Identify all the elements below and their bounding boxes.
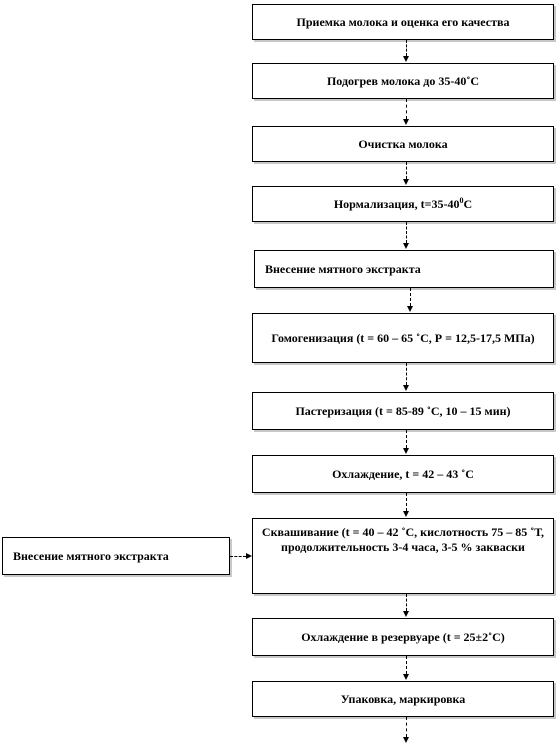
step-label: Подогрев молока до 35-40˚С — [326, 73, 480, 88]
step-heating — [252, 63, 554, 99]
step-label: Гомогенизация (t = 60 – 65 ˚С, Р = 12,5-17,5 МПа) — [271, 330, 535, 345]
connector-line — [406, 40, 407, 56]
step-normalization — [252, 186, 554, 222]
step-label: Внесение мятного экстракта — [265, 261, 421, 276]
step-label: Охлаждение в резервуаре (t = 25±2˚С) — [301, 629, 505, 644]
connector-line — [406, 430, 407, 448]
connector-line — [406, 717, 407, 737]
step-label: Приемка молока и оценка его качества — [296, 14, 510, 29]
connector-line — [406, 222, 407, 243]
connector-line — [406, 493, 407, 511]
arrow-down-icon — [403, 737, 409, 743]
connector-line — [406, 99, 407, 119]
arrow-down-icon — [403, 56, 409, 62]
arrow-down-icon — [403, 674, 409, 680]
connector-line — [406, 594, 407, 611]
step-tank-cooling — [252, 618, 554, 656]
step-packaging — [252, 681, 554, 717]
arrow-right-icon — [246, 553, 252, 559]
step-pasteurization — [252, 392, 554, 430]
arrow-down-icon — [403, 511, 409, 517]
connector-line — [406, 656, 407, 674]
arrow-down-icon — [403, 179, 409, 185]
connector-line — [410, 288, 411, 306]
step-fermentation — [252, 518, 554, 594]
step-label: Упаковка, маркировка — [340, 691, 466, 706]
step-milk-reception — [252, 4, 554, 40]
connector-line — [406, 162, 407, 179]
connector-line — [406, 363, 407, 385]
step-label: Пастеризация (t = 85-89 ˚С, 10 – 15 мин) — [295, 403, 511, 418]
step-mint-extract — [254, 250, 554, 288]
arrow-down-icon — [403, 448, 409, 454]
arrow-down-icon — [407, 306, 413, 312]
step-homogenization — [252, 313, 554, 363]
step-label: Охлаждение, t = 42 – 43 ˚С — [332, 466, 474, 481]
step-label: Нормализация, $t=35-40^0С$ — [333, 195, 473, 211]
side-input-mint-extract — [2, 537, 230, 575]
side-input-label: Внесение мятного экстракта — [13, 548, 169, 563]
step-label: Очистка молока — [358, 136, 448, 151]
connector-line — [230, 556, 246, 557]
step-cooling — [252, 455, 554, 493]
step-label: Сквашивание (t = 40 – 42 ˚С, кислотность 75 – 85 ˚Т, продолжительность 3-4 часа, 3-5 % закваски — [261, 525, 545, 554]
arrow-down-icon — [403, 385, 409, 391]
arrow-down-icon — [403, 611, 409, 617]
arrow-down-icon — [403, 119, 409, 125]
step-cleaning — [252, 126, 554, 162]
arrow-down-icon — [403, 243, 409, 249]
